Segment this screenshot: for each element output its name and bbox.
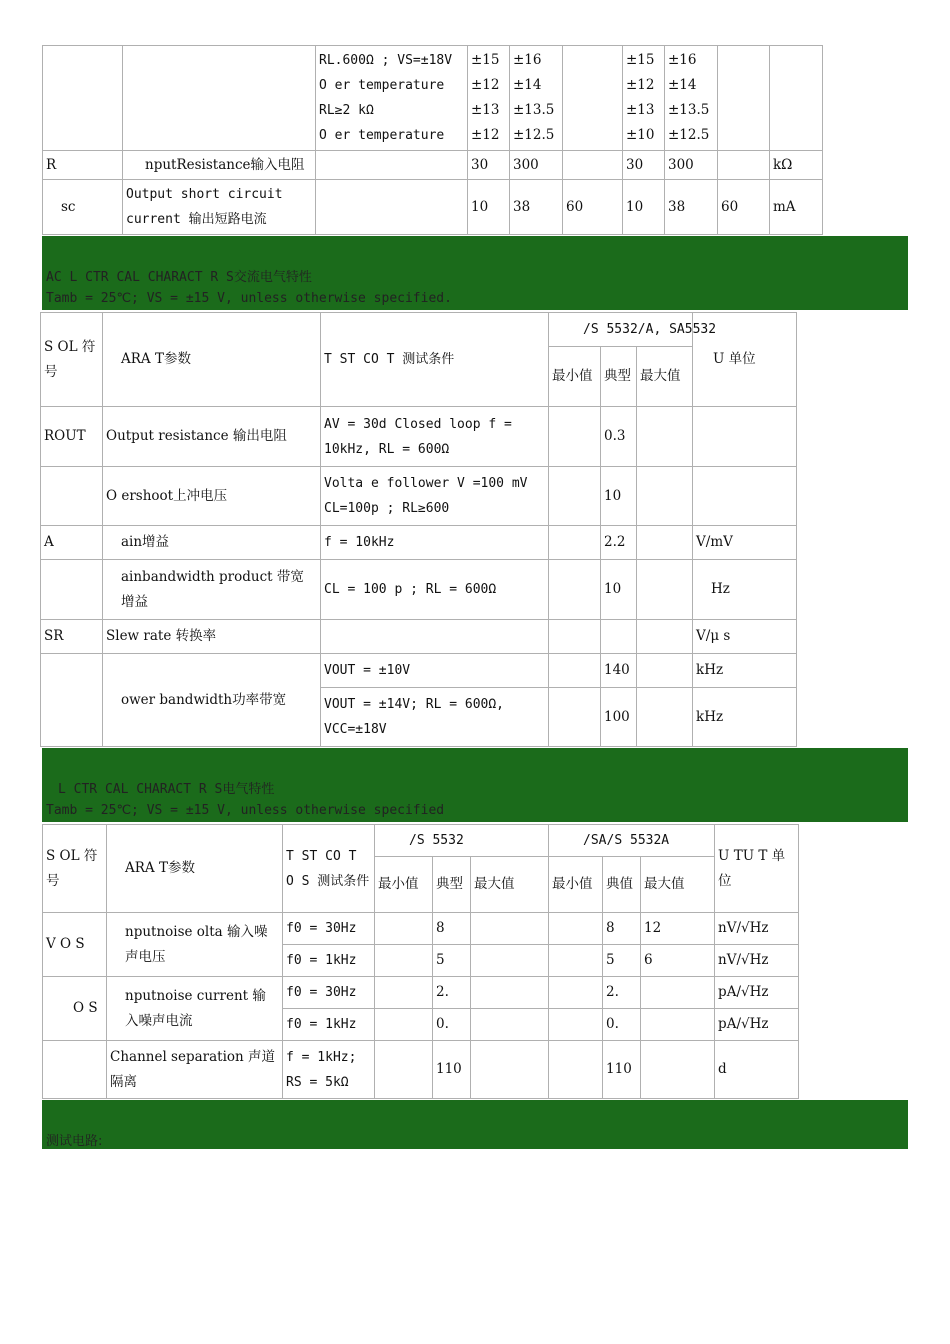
row-min-a: 30 — [468, 151, 510, 180]
col-header-part-group: /S 5532/A, SA5532 — [549, 313, 693, 347]
row-typ-b: 2. — [603, 977, 641, 1009]
test-circuit-title: 测试电路: — [46, 1134, 103, 1149]
row-typ-a: 110 — [433, 1041, 471, 1099]
row-max-b — [641, 977, 715, 1009]
row-unit: kHz — [693, 654, 797, 688]
cell-empty — [471, 1041, 549, 1099]
row-typ-a: 0. — [433, 1009, 471, 1041]
col-header-group-b: /SA/S 5532A — [549, 825, 715, 857]
noise-characteristics-table — [42, 824, 799, 1099]
table-row — [43, 913, 799, 945]
cell-empty — [375, 913, 433, 945]
col-header-min-a: 最小值 — [375, 857, 433, 913]
row-unit: kHz — [693, 688, 797, 747]
cell-empty — [549, 1041, 603, 1099]
cell-empty — [471, 1009, 549, 1041]
row-unit: pA/√Hz — [715, 977, 799, 1009]
row-typ-a: 38 — [510, 180, 563, 235]
row-min-b: 30 — [623, 151, 665, 180]
row-symbol: sc — [43, 180, 123, 235]
electrical-section-title: L CTR CAL CHARACT R S电气特性 — [58, 782, 275, 797]
col-header-max-a: 最大值 — [471, 857, 549, 913]
col-header-cond: T ST CO T 测试条件 — [321, 313, 549, 407]
cell-empty — [637, 560, 693, 620]
row-symbol — [43, 1041, 107, 1099]
table-row — [41, 526, 797, 560]
cell-empty — [718, 151, 770, 180]
col-header-param: ARA T参数 — [107, 825, 283, 913]
col-header-param: ARA T参数 — [103, 313, 321, 407]
cell-empty — [637, 688, 693, 747]
cell-empty — [563, 151, 623, 180]
row-param: O ershoot上冲电压 — [103, 467, 321, 526]
table-row — [43, 977, 799, 1009]
row-param: Channel separation 声道隔离 — [107, 1041, 283, 1099]
row-typ-a: 2. — [433, 977, 471, 1009]
output-swing-conditions: RL.600Ω ; VS=±18V O er temperature RL≥2 kΩ O er temperature — [316, 46, 468, 151]
row-unit — [693, 467, 797, 526]
row-max-a: 60 — [563, 180, 623, 235]
table-row — [41, 620, 797, 654]
dc-characteristics-table-continued — [42, 45, 823, 235]
row-unit: nV/√Hz — [715, 945, 799, 977]
row-typ-b: 8 — [603, 913, 641, 945]
col-header-symbol: S OL 符号 — [43, 825, 107, 913]
row-symbol — [41, 467, 103, 526]
row-cond: f0 = 1kHz — [283, 945, 375, 977]
cell-empty — [471, 913, 549, 945]
row-unit: kΩ — [770, 151, 823, 180]
row-typ-a: 8 — [433, 913, 471, 945]
cell-empty — [549, 467, 601, 526]
row-min-a: 10 — [468, 180, 510, 235]
row-typ-a: 5 — [433, 945, 471, 977]
row-max-b — [641, 1009, 715, 1041]
row-unit: mA — [770, 180, 823, 235]
row-unit: pA/√Hz — [715, 1009, 799, 1041]
row-param: ower bandwidth功率带宽 — [103, 654, 321, 747]
col-header-max-b: 最大值 — [641, 857, 715, 913]
cell-empty — [316, 151, 468, 180]
row-symbol: O S — [43, 977, 107, 1041]
col-header-typ: 典型 — [601, 347, 637, 407]
output-swing-typ-a: ±16 ±14 ±13.5 ±12.5 — [510, 46, 563, 151]
row-typ: 2.2 — [601, 526, 637, 560]
table-row — [41, 560, 797, 620]
ac-characteristics-table — [40, 312, 797, 747]
test-circuit-band — [42, 1100, 908, 1149]
row-param: nputnoise olta 输入噪声电压 — [107, 913, 283, 977]
row-cond: f0 = 30Hz — [283, 977, 375, 1009]
cell-empty — [549, 945, 603, 977]
cell-empty — [637, 654, 693, 688]
row-cond: VOUT = ±10V — [321, 654, 549, 688]
cell-empty — [718, 46, 770, 151]
cell-empty — [549, 407, 601, 467]
row-cond: f = 10kHz — [321, 526, 549, 560]
cell-empty — [549, 688, 601, 747]
row-cond: f0 = 30Hz — [283, 913, 375, 945]
ac-section-band — [42, 236, 908, 310]
row-min-b: 10 — [623, 180, 665, 235]
row-unit: nV/√Hz — [715, 913, 799, 945]
table-row — [43, 151, 823, 180]
row-typ-b: 300 — [665, 151, 718, 180]
cell-empty — [637, 526, 693, 560]
table-row — [41, 654, 797, 688]
cell-empty — [549, 620, 601, 654]
cell-empty — [43, 46, 123, 151]
row-max-b: 6 — [641, 945, 715, 977]
ac-section-subtitle: Tamb = 25℃; VS = ±15 V, unless otherwise specified. — [46, 291, 452, 306]
cell-empty — [637, 620, 693, 654]
table-row — [41, 407, 797, 467]
electrical-section-band — [42, 748, 908, 822]
row-typ-b: 0. — [603, 1009, 641, 1041]
row-symbol: SR — [41, 620, 103, 654]
col-header-typ-a: 典型 — [433, 857, 471, 913]
row-typ: 0.3 — [601, 407, 637, 467]
col-header-symbol: S OL 符号 — [41, 313, 103, 407]
cell-empty — [770, 46, 823, 151]
cell-empty — [375, 945, 433, 977]
cell-empty — [375, 1009, 433, 1041]
output-swing-typ-b: ±16 ±14 ±13.5 ±12.5 — [665, 46, 718, 151]
table-row — [41, 467, 797, 526]
cell-empty — [321, 620, 549, 654]
ac-section-title: AC L CTR CAL CHARACT R S交流电气特性 — [46, 270, 312, 285]
row-typ-b: 110 — [603, 1041, 641, 1099]
row-cond: CL = 100 p ; RL = 600Ω — [321, 560, 549, 620]
row-typ-b: 5 — [603, 945, 641, 977]
cell-empty — [471, 977, 549, 1009]
row-symbol: V O S — [43, 913, 107, 977]
cell-empty — [637, 407, 693, 467]
col-header-max: 最大值 — [637, 347, 693, 407]
row-typ-a: 300 — [510, 151, 563, 180]
row-cond: Volta e follower V =100 mV CL=100p ; RL≥600 — [321, 467, 549, 526]
row-unit: Hz — [693, 560, 797, 620]
row-typ: 10 — [601, 467, 637, 526]
row-unit — [693, 407, 797, 467]
col-header-min: 最小值 — [549, 347, 601, 407]
row-symbol: ROUT — [41, 407, 103, 467]
col-header-group-a: /S 5532 — [375, 825, 549, 857]
row-param: ain增益 — [103, 526, 321, 560]
row-unit: d — [715, 1041, 799, 1099]
row-typ: 10 — [601, 560, 637, 620]
col-header-unit: U 单位 — [693, 313, 797, 407]
cell-empty — [123, 46, 316, 151]
cell-empty — [316, 180, 468, 235]
cell-empty — [563, 46, 623, 151]
row-cond: AV = 30d Closed loop f = 10kHz, RL = 600Ω — [321, 407, 549, 467]
electrical-section-subtitle: Tamb = 25℃; VS = ±15 V, unless otherwise specified — [46, 803, 445, 818]
cell-empty — [375, 1041, 433, 1099]
row-unit: V/μ s — [693, 620, 797, 654]
table-row — [43, 1041, 799, 1099]
row-param: Output short circuit current 输出短路电流 — [123, 180, 316, 235]
cell-empty — [637, 467, 693, 526]
row-typ-b: 38 — [665, 180, 718, 235]
cell-empty — [549, 977, 603, 1009]
row-max-b: 12 — [641, 913, 715, 945]
row-param: nputResistance输入电阻 — [123, 151, 316, 180]
row-symbol: A — [41, 526, 103, 560]
row-param: nputnoise current 输入噪声电流 — [107, 977, 283, 1041]
row-max-b — [641, 1041, 715, 1099]
output-swing-min-b: ±15 ±12 ±13 ±10 — [623, 46, 665, 151]
cell-empty — [549, 1009, 603, 1041]
cell-empty — [549, 560, 601, 620]
col-header-unit: U TU T 单位 — [715, 825, 799, 913]
table-row — [43, 180, 823, 235]
row-cond: VOUT = ±14V; RL = 600Ω, VCC=±18V — [321, 688, 549, 747]
row-cond: f0 = 1kHz — [283, 1009, 375, 1041]
row-cond: f = 1kHz; RS = 5kΩ — [283, 1041, 375, 1099]
row-symbol — [41, 654, 103, 747]
cell-empty — [601, 620, 637, 654]
row-typ: 140 — [601, 654, 637, 688]
col-header-cond: T ST CO T O S 测试条件 — [283, 825, 375, 913]
output-swing-min-a: ±15 ±12 ±13 ±12 — [468, 46, 510, 151]
cell-empty — [549, 526, 601, 560]
col-header-min-b: 最小值 — [549, 857, 603, 913]
cell-empty — [549, 654, 601, 688]
cell-empty — [549, 913, 603, 945]
row-param: Output resistance 输出电阻 — [103, 407, 321, 467]
cell-empty — [375, 977, 433, 1009]
row-param: Slew rate 转换率 — [103, 620, 321, 654]
row-symbol — [41, 560, 103, 620]
col-header-typ-b: 典值 — [603, 857, 641, 913]
row-param: ainbandwidth product 带宽增益 — [103, 560, 321, 620]
row-max-b: 60 — [718, 180, 770, 235]
cell-empty — [471, 945, 549, 977]
row-symbol: R — [43, 151, 123, 180]
row-unit: V/mV — [693, 526, 797, 560]
row-typ: 100 — [601, 688, 637, 747]
